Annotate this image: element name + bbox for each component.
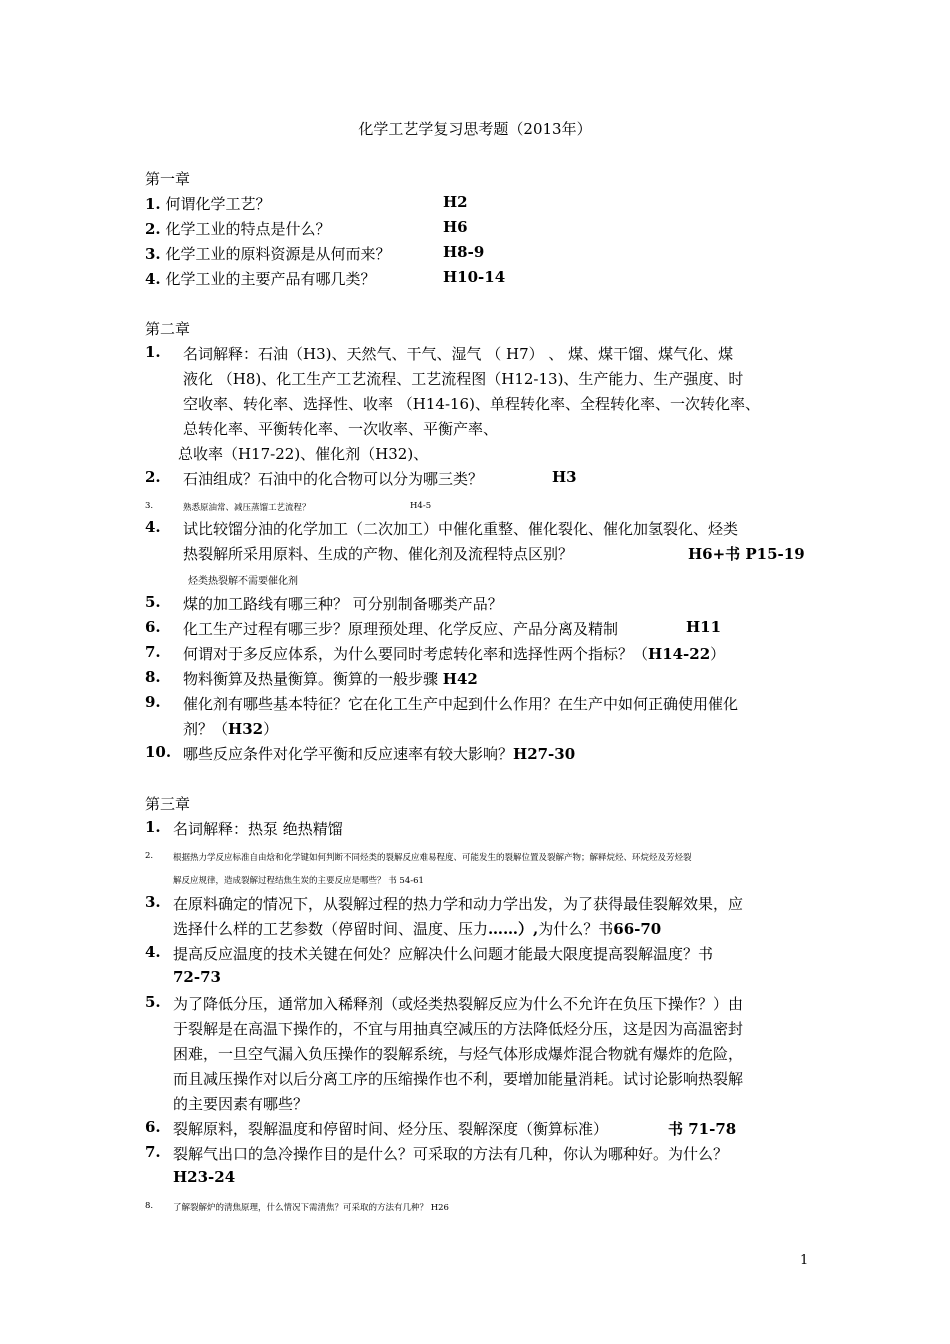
question-text: 解反应规律，造成裂解过程结焦生炭的主要反应是哪些？ xyxy=(173,876,386,886)
ch2-q1-number: 1. xyxy=(145,343,161,361)
ch2-q5-number: 5. xyxy=(145,593,161,611)
question-tail: ） xyxy=(263,720,279,738)
ch2-q8-text xyxy=(183,668,478,689)
ch1-ref-1: H2 xyxy=(443,193,468,211)
ch3-q5-line-4: 而且减压操作对以后分离工序的压缩操作也不利，要增加能量消耗。试讨论影响热裂解 xyxy=(173,1070,744,1088)
ch2-q6-number: 6. xyxy=(145,618,161,636)
ch2-q3-ref: H4-5 xyxy=(410,501,432,511)
ch2-q3-number: 3. xyxy=(145,501,154,511)
question-text: 何谓对于多反应体系，为什么要同时考虑转化率和选择性两个指标？（ xyxy=(183,645,649,663)
question-text: 物料衡算及热量衡算。衡算的一般步骤 xyxy=(183,670,439,688)
ch2-q4-note: 烃类热裂解不需要催化剂 xyxy=(188,576,298,587)
ch3-q6-text: 裂解原料，裂解温度和停留时间、烃分压、裂解深度（衡算标准） xyxy=(173,1120,609,1138)
question-text: 化学工业的主要产品有哪几类？ xyxy=(165,270,376,288)
ch3-q3-number: 3. xyxy=(145,893,161,911)
question-text: 何谓化学工艺？ xyxy=(165,195,271,213)
ch3-q2-line-1: 根据热力学反应标准自由焓和化学键如何判断不同烃类的裂解反应难易程度、可能发生的裂解位置及裂解产物；解释烷烃、环烷烃及芳烃裂 xyxy=(173,853,692,863)
question-number: 3. xyxy=(145,245,161,263)
ch1-question-2 xyxy=(145,218,330,239)
ch2-q1-line-3: 空收率、转化率、选择性、收率 （H14-16)、单程转化率、全程转化率、一次转化率、 xyxy=(183,395,760,413)
question-emph: ……）, xyxy=(488,920,539,938)
question-ref: H26 xyxy=(430,1203,449,1213)
question-tail: ） xyxy=(710,645,726,663)
ch2-q1-line-5: 总收率（H17-22)、催化剂（H32)、 xyxy=(178,445,429,463)
ch2-q2-text: 石油组成？石油中的化合物可以分为哪三类？ xyxy=(183,470,484,488)
ch2-q1-line-4: 总转化率、平衡转化率、一次收率、平衡产率、 xyxy=(183,420,499,438)
ch2-q2-ref: H3 xyxy=(552,468,577,486)
question-number: 2. xyxy=(145,220,161,238)
ch3-q1-text: 名词解释：热泵 绝热精馏 xyxy=(173,820,343,838)
ch3-q6-ref: 书 71-78 xyxy=(668,1120,737,1138)
ch3-q4-number: 4. xyxy=(145,943,161,961)
question-ref: 66-70 xyxy=(613,920,662,938)
ch3-q5-line-2: 于裂解是在高温下操作的，不宜与用抽真空减压的方法降低烃分压，这是因为高温密封 xyxy=(173,1020,744,1038)
ch1-ref-3: H8-9 xyxy=(443,243,485,261)
question-ref: H32 xyxy=(228,720,264,738)
ch2-q4-line-2: 热裂解所采用原料、生成的产物、催化剂及流程特点区别？ xyxy=(183,545,574,563)
ch3-q7-number: 7. xyxy=(145,1143,161,1161)
ch3-q6-number: 6. xyxy=(145,1118,161,1136)
ch3-q5-line-5: 的主要因素有哪些？ xyxy=(173,1095,309,1113)
ch1-question-1 xyxy=(145,193,270,214)
ch1-question-3 xyxy=(145,243,390,264)
question-text: 选择什么样的工艺参数（停留时间、温度、压力 xyxy=(173,920,489,938)
ch3-q3-line-1: 在原料确定的情况下，从裂解过程的热力学和动力学出发，为了获得最佳裂解效果，应 xyxy=(173,895,744,913)
ch2-q3-text: 熟悉原油常、减压蒸馏工艺流程？ xyxy=(183,503,311,513)
ch2-q10-text xyxy=(183,743,575,764)
ch3-q7-line-1: 裂解气出口的急冷操作目的是什么？可采取的方法有几种，你认为哪种好。为什么？ xyxy=(173,1145,729,1163)
document-title: 化学工艺学复习思考题（2013年） xyxy=(358,120,592,138)
ch1-ref-2: H6 xyxy=(443,218,468,236)
ch3-q8-number: 8. xyxy=(145,1201,154,1211)
ch2-q4-ref: H6+书 P15-19 xyxy=(688,545,805,563)
ch2-q2-number: 2. xyxy=(145,468,161,486)
ch3-q8-text xyxy=(173,1201,449,1213)
ch3-q3-line-2 xyxy=(173,918,661,939)
ch2-q6-ref: H11 xyxy=(686,618,722,636)
ch1-ref-4: H10-14 xyxy=(443,268,506,286)
question-text: 化学工业的原料资源是从何而来？ xyxy=(165,245,391,263)
question-ref: H27-30 xyxy=(513,745,576,763)
ch2-q7-number: 7. xyxy=(145,643,161,661)
ch2-q9-line-2 xyxy=(183,718,278,739)
question-text-2: 为什么？书 xyxy=(538,920,614,938)
ch3-q1-number: 1. xyxy=(145,818,161,836)
question-number: 4. xyxy=(145,270,161,288)
ch2-q9-number: 9. xyxy=(145,693,161,711)
ch2-q8-number: 8. xyxy=(145,668,161,686)
ch2-q1-line-2: 液化 （H8)、化工生产工艺流程、工艺流程图（H12-13)、生产能力、生产强度、时 xyxy=(183,370,744,388)
ch3-q2-number: 2. xyxy=(145,851,154,861)
question-text: 化学工业的特点是什么？ xyxy=(165,220,331,238)
ch3-q4-ref: 72-73 xyxy=(173,968,221,986)
ch2-q6-text: 化工生产过程有哪三步？原理预处理、化学反应、产品分离及精制 xyxy=(183,620,619,638)
ch3-q5-number: 5. xyxy=(145,993,161,1011)
ch2-q7-text xyxy=(183,643,725,664)
ch3-q4-line-1: 提高反应温度的技术关键在何处？应解决什么问题才能最大限度提高裂解温度？书 xyxy=(173,945,714,963)
ch2-q4-line-1: 试比较馏分油的化学加工（二次加工）中催化重整、催化裂化、催化加氢裂化、烃类 xyxy=(183,520,739,538)
ch2-q1-line-1: 名词解释：石油（H3)、天然气、干气、湿气 （ H7） 、 煤、煤干馏、煤气化、煤 xyxy=(183,345,734,363)
question-ref: H42 xyxy=(442,670,478,688)
page-number: 1 xyxy=(800,1253,809,1268)
question-ref: 书 54-61 xyxy=(388,876,424,886)
chapter-3-heading: 第三章 xyxy=(145,795,191,813)
question-ref: H14-22 xyxy=(648,645,711,663)
question-number: 1. xyxy=(145,195,161,213)
question-text: 了解裂解炉的清焦原理，什么情况下需清焦？可采取的方法有几种？ xyxy=(173,1203,429,1213)
ch2-q5-text: 煤的加工路线有哪三种？ 可分别制备哪类产品？ xyxy=(183,595,503,613)
ch3-q5-line-1: 为了降低分压，通常加入稀释剂（或烃类热裂解反应为什么不允许在负压下操作？）由 xyxy=(173,995,744,1013)
question-text: 哪些反应条件对化学平衡和反应速率有较大影响？ xyxy=(183,745,514,763)
ch3-q2-line-2 xyxy=(173,874,424,886)
ch1-question-4 xyxy=(145,268,375,289)
question-text: 剂？（ xyxy=(183,720,229,738)
ch2-q10-number: 10. xyxy=(145,743,172,761)
ch3-q7-ref: H23-24 xyxy=(173,1168,236,1186)
chapter-2-heading: 第二章 xyxy=(145,320,191,338)
chapter-1-heading: 第一章 xyxy=(145,170,191,188)
ch3-q5-line-3: 困难，一旦空气漏入负压操作的裂解系统，与烃气体形成爆炸混合物就有爆炸的危险， xyxy=(173,1045,744,1063)
ch2-q4-number: 4. xyxy=(145,518,161,536)
ch2-q9-line-1: 催化剂有哪些基本特征？它在化工生产中起到什么作用？在生产中如何正确使用催化 xyxy=(183,695,739,713)
